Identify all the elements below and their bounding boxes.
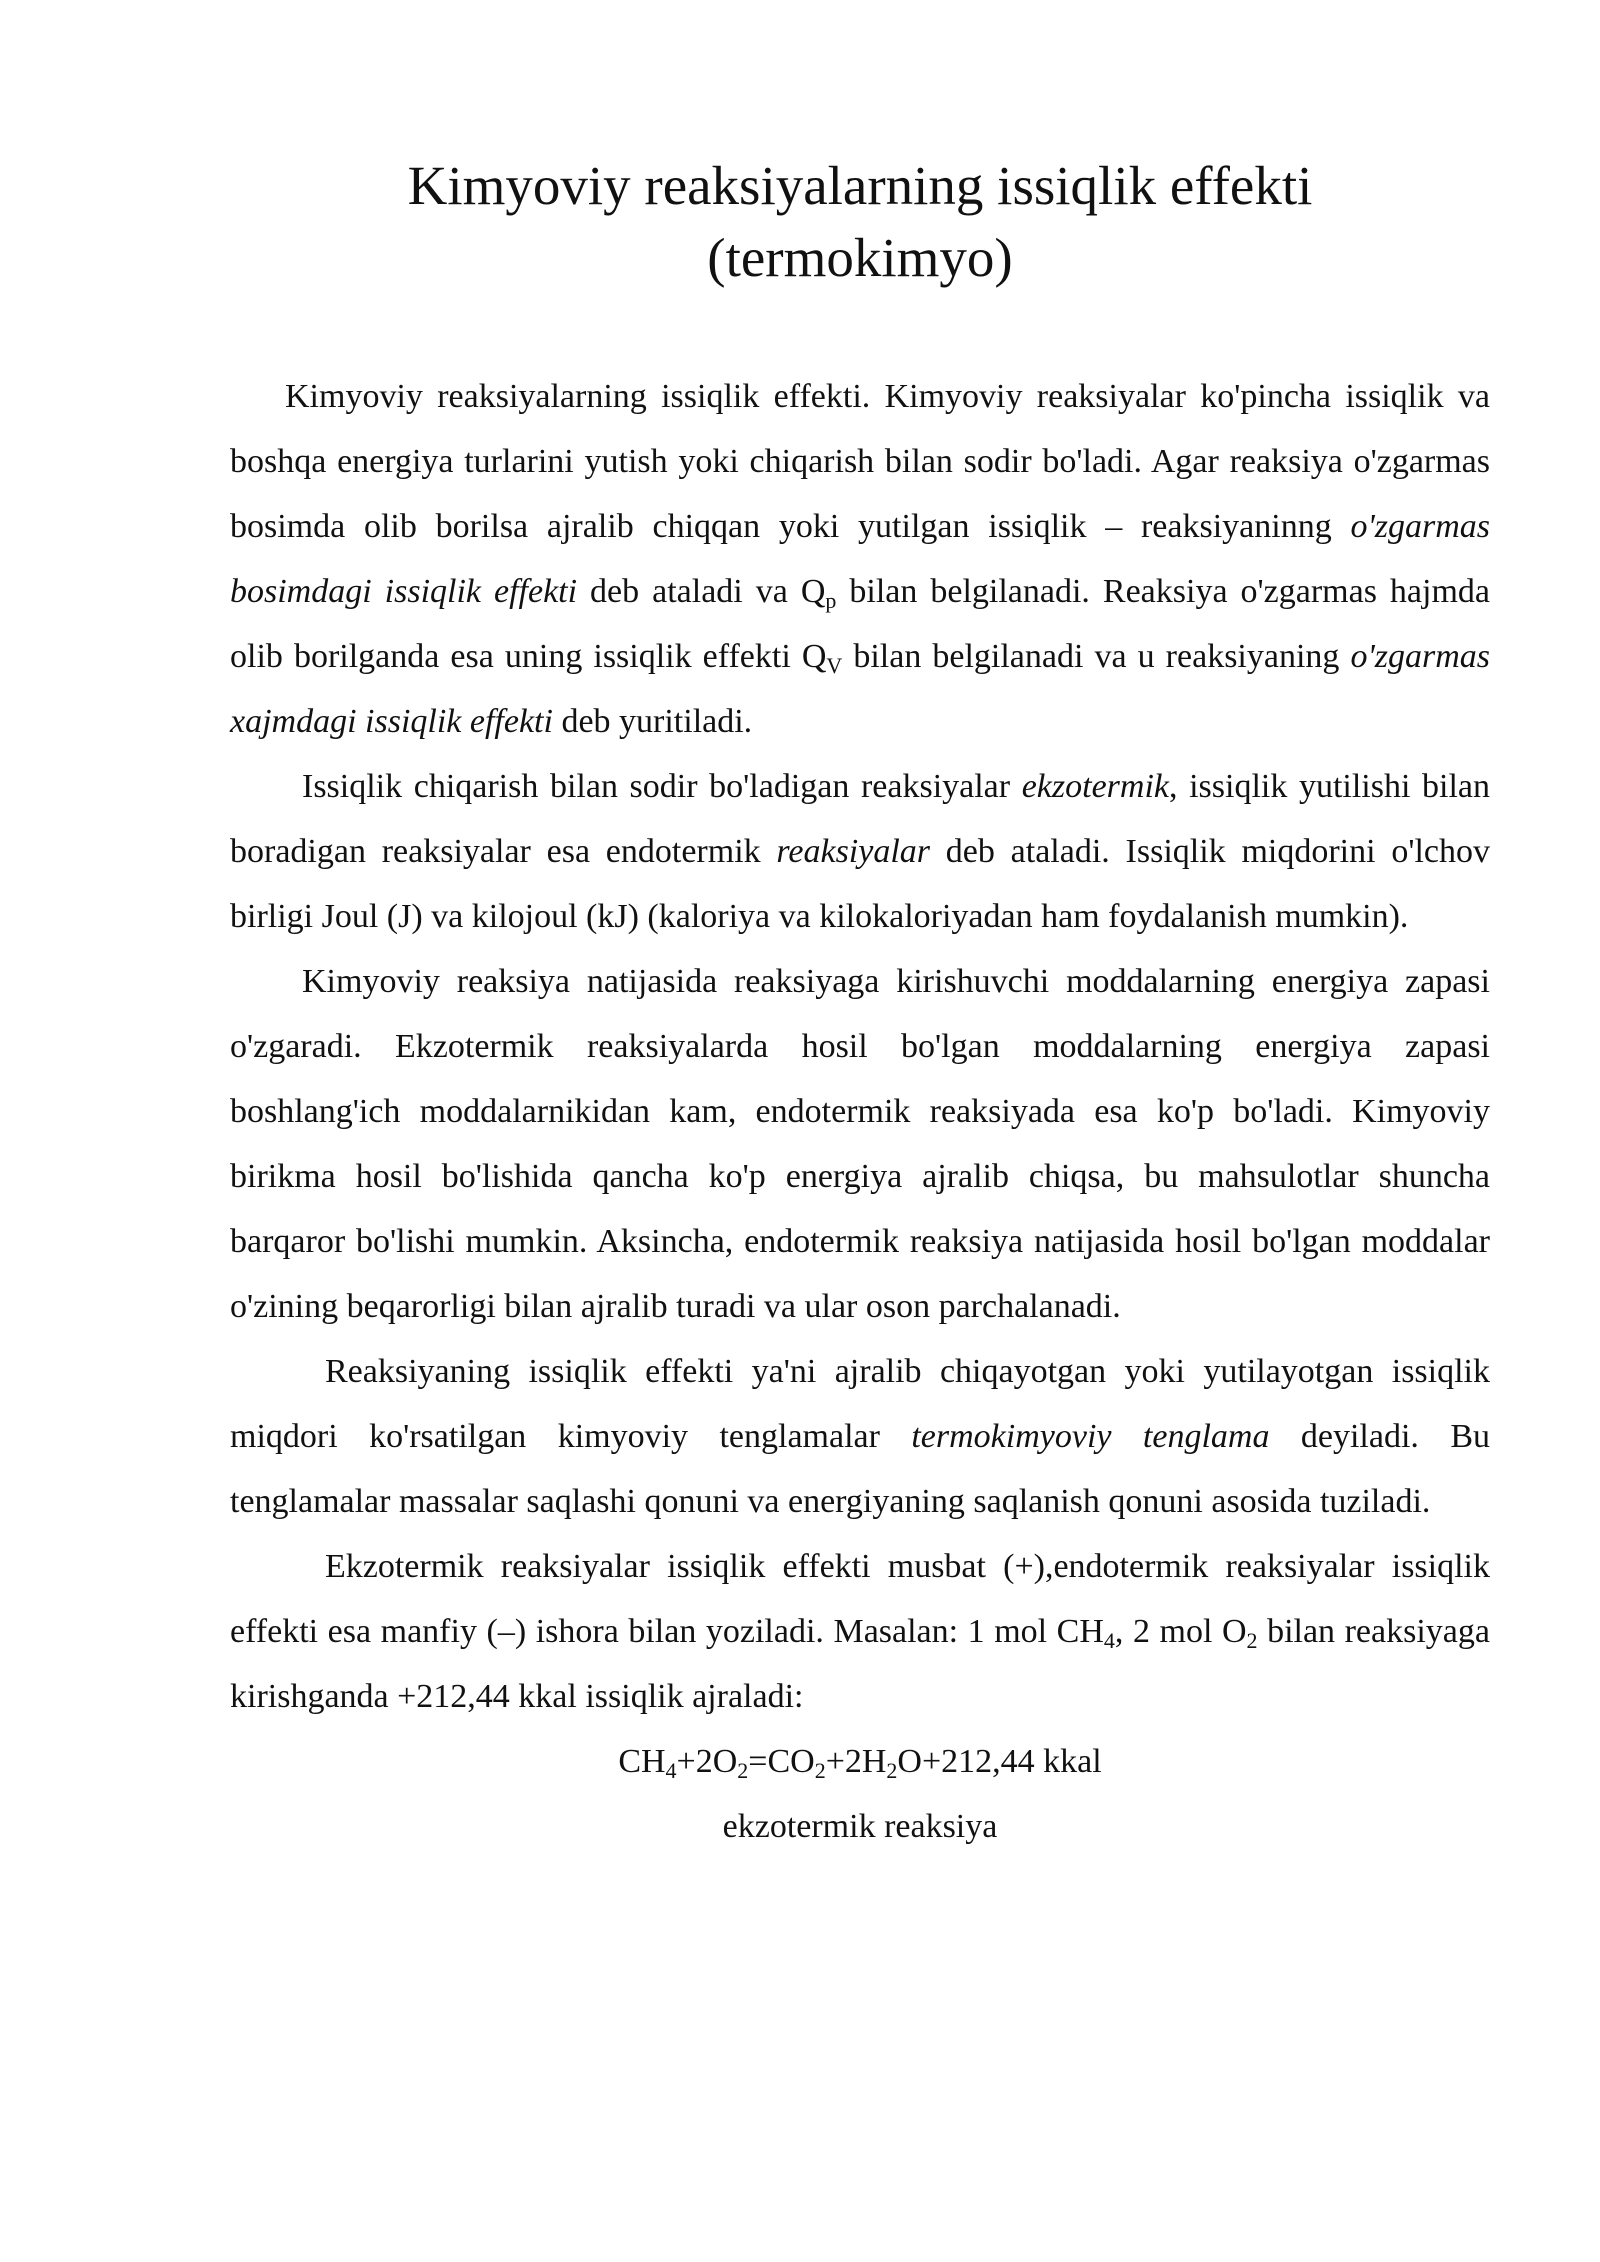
equation-caption: ekzotermik reaksiya: [722, 1808, 998, 1845]
paragraph-5: Ekzotermik reaksiyalar issiqlik effekti musbat (+),endotermik reaksiyalar issiqlik effekti esa manfiy (–) ishora bilan yoziladi. Masalan: 1 mol $CH_4$, 2 mol $O_2$ bilan reaksiyaga kirishganda +212,44 kkal issiqlik ajraladi:: [230, 1548, 1490, 1715]
title-line-1: Kimyoviy reaksiyalarning issiqlik effekti: [407, 155, 1313, 216]
document-page: [230, 150, 1490, 1859]
term-isobaric-effect: o'zgarmas bosimdagi issiqlik effekti: [230, 508, 1490, 610]
title-line-2: (termokimyo): [707, 227, 1013, 288]
chemical-equation: $CH_4+2O_2=CO_2+2H_2O+212,44$ kkal: [618, 1743, 1102, 1783]
page-title: [230, 150, 1490, 294]
paragraph-3: Kimyoviy reaksiya natijasida reaksiyaga kirishuvchi moddalarning energiya zapasi o'zgaradi. Ekzotermik reaksiyalarda hosil bo'lgan moddalarning energiya zapasi boshlang'ich moddalarnikidan kam, endotermik reaksiyada esa ko'p bo'ladi. Kimyoviy birikma hosil bo'lishida qancha ko'p energiya ajralib chiqsa, bu mahsulotlar shuncha barqaror bo'lishi mumkin. Aksincha, endotermik reaksiya natijasida hosil bo'lgan moddalar o'zining beqarorligi bilan ajralib turadi va ular oson parchalanadi.: [230, 963, 1490, 1325]
paragraph-2: Issiqlik chiqarish bilan sodir bo'ladigan reaksiyalar ekzotermik, issiqlik yutilishi bilan boradigan reaksiyalar esa endotermik reaksiyalar deb ataladi. Issiqlik miqdorini o'lchov birligi Joul (J) va kilojoul (kJ) (kaloriya va kilokaloriyadan ham foydalanish mumkin).: [230, 768, 1490, 935]
term-exothermic: ekzotermik: [1021, 768, 1169, 805]
paragraph-4: Reaksiyaning issiqlik effekti ya'ni ajralib chiqayotgan yoki yutilayotgan issiqlik miqdori ko'rsatilgan kimyoviy tenglamalar termokimyoviy tenglama deyiladi. Bu tenglamalar massalar saqlashi qonuni va energiyaning saqlanish qonuni asosida tuziladi.: [230, 1353, 1490, 1520]
term-thermochemical-equation: termokimyoviy tenglama: [911, 1418, 1270, 1455]
term-reactions: reaksiyalar: [776, 833, 931, 870]
paragraph-1: Kimyoviy reaksiyalarning issiqlik effekti. Kimyoviy reaksiyalar ko'pincha issiqlik va boshqa energiya turlarini yutish yoki chiqarish bilan sodir bo'ladi. Agar reaksiya o'zgarmas bosimda olib borilsa ajralib chiqqan yoki yutilgan issiqlik – reaksiyaninng o'zgarmas bosimdagi issiqlik effekti deb ataladi va $Q_p$ bilan belgilanadi. Reaksiya o'zgarmas hajmda olib borilganda esa uning issiqlik effekti $Q_V$ bilan belgilanadi va u reaksiyaning o'zgarmas xajmdagi issiqlik effekti deb yuritiladi.: [230, 378, 1490, 740]
term-isochoric-effect: o'zgarmas xajmdagi issiqlik effekti: [230, 638, 1490, 740]
